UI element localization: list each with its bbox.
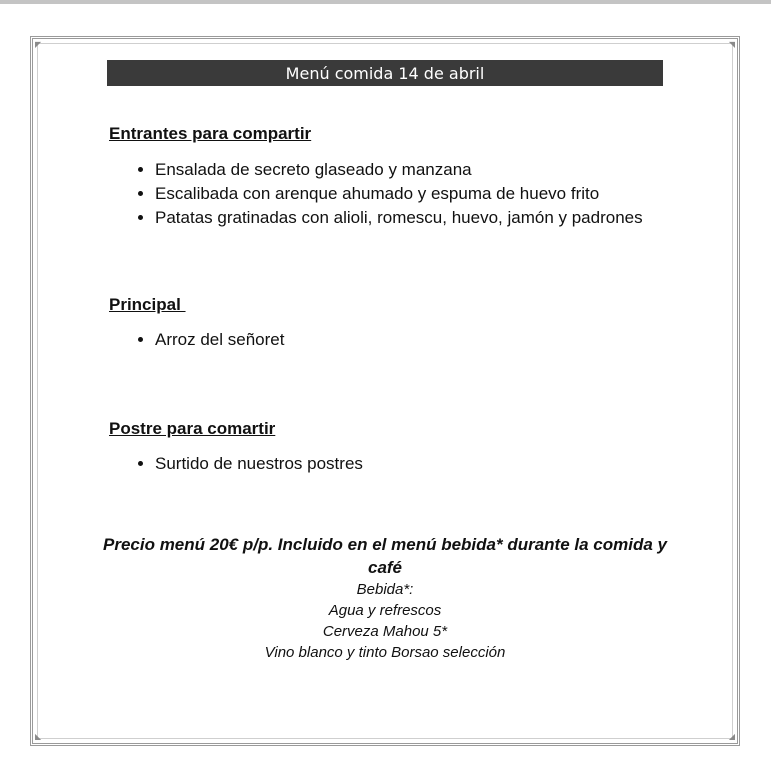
corner-ornament: ◤ — [35, 40, 42, 49]
corner-ornament: ◣ — [35, 732, 42, 741]
top-strip — [0, 0, 771, 4]
drinks-title: Bebida*: — [356, 581, 414, 598]
price-block — [100, 533, 670, 663]
list-principal — [109, 328, 675, 352]
drink-item: Cerveza Mahou 5* — [322, 623, 448, 640]
section-heading-principal: Principal — [109, 295, 186, 314]
drink-item: Vino blanco y tinto Borsao selección — [264, 644, 506, 661]
list-item: • Patatas gratinadas con alioli, romescu, huevo, jamón y padrones — [155, 206, 675, 230]
list-item: • Escalibada con arenque ahumado y espuma de huevo frito — [155, 182, 675, 206]
list-postre — [109, 452, 675, 476]
drink-item: Agua y refrescos — [328, 602, 442, 619]
section-heading-entrantes: Entrantes para compartir — [109, 124, 312, 143]
corner-ornament: ◢ — [728, 732, 735, 741]
list-item: • Arroz del señoret — [155, 328, 675, 352]
list-item: • Ensalada de secreto glaseado y manzana — [155, 158, 675, 182]
list-entrantes — [109, 158, 675, 230]
list-item: • Surtido de nuestros postres — [155, 452, 675, 476]
section-heading-postre: Postre para comartir — [109, 419, 276, 438]
menu-title: Menú comida 14 de abril — [107, 60, 663, 86]
price-text: Precio menú 20€ p/p. Incluido en el menú bebida* durante la comida y café — [103, 535, 667, 577]
corner-ornament: ◥ — [728, 40, 735, 49]
